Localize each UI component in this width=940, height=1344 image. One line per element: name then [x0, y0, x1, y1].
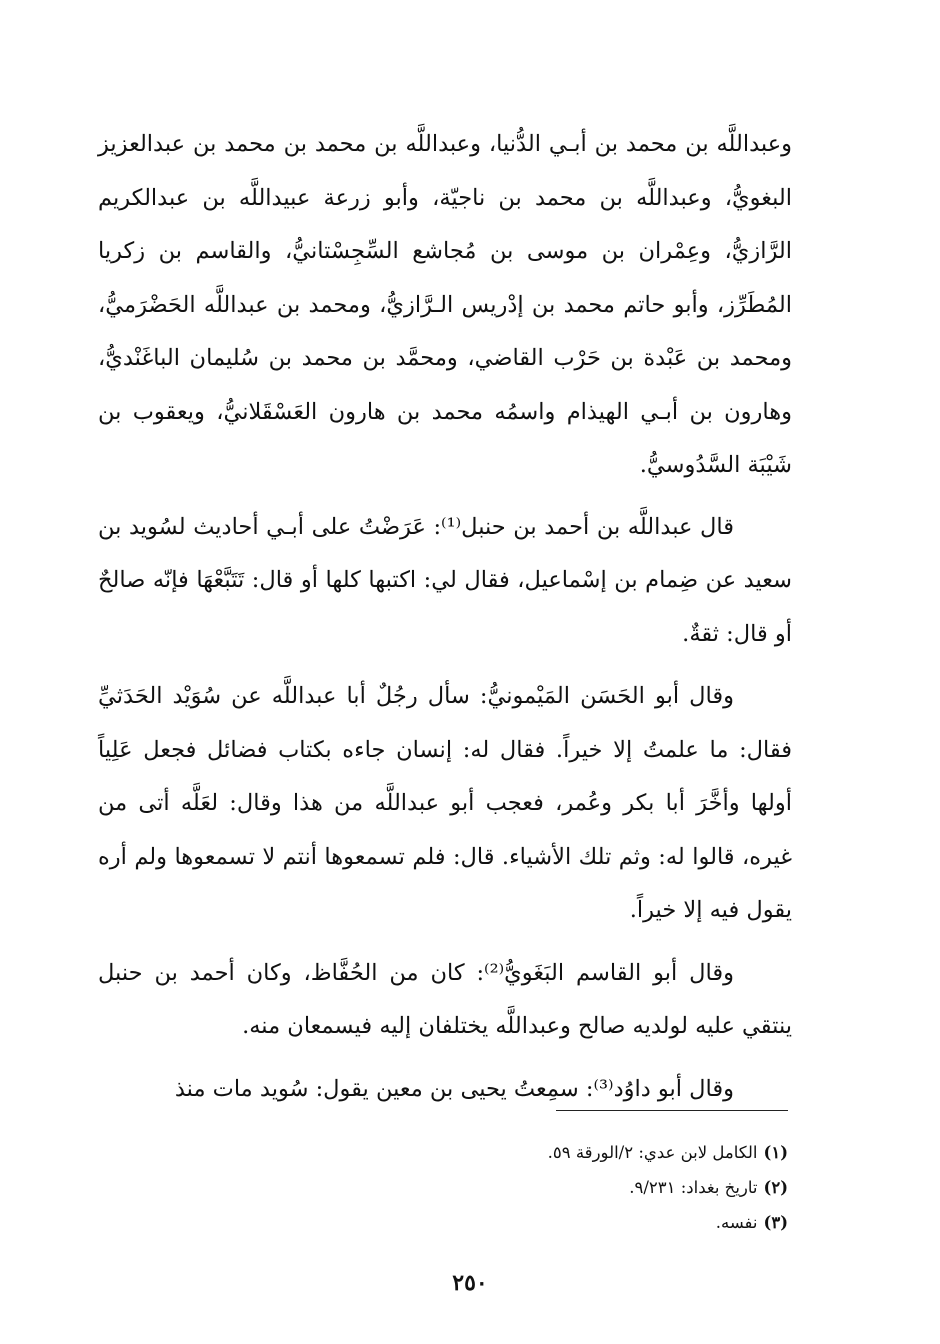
footnote-item	[368, 1170, 788, 1205]
footnote-text: الكامل لابن عدي: ٢/الورقة ٥٩.	[547, 1143, 758, 1162]
footnotes	[368, 1135, 788, 1240]
main-text	[98, 118, 792, 1125]
paragraph-narrators-list: وعبداللَّه بن محمد بن أبـي الدُّنيا، وعبداللَّه بن محمد بن محمد بن عبدالعزيز البغويُّ، وعبداللَّه بن محمد بن ناجيّة، وأبو زرعة عبيداللَّه بن عبدالكريم الرَّازيُّ، وعِمْران بن موسى بن مُجاشع السِّجِسْتانيُّ، والقاسم بن زكريا المُطَرِّز، وأبو حاتم محمد بن إدْريس الـرَّازيُّ، ومحمد بن عبداللَّه الحَضْرَميُّ، ومحمد بن عَبْدة بن حَرْب القاضي، ومحمَّد بن محمد بن سُليمان الباغَنْديُّ، وهارون بن أبـي الهيذام واسمُه محمد بن هارون العَسْقَلانيُّ، ويعقوب بن شَيْبَة السَّدُوسيُّ.	[98, 131, 792, 478]
footnote-item	[368, 1135, 788, 1170]
paragraph-maymuni: وقال أبو الحَسَن المَيْمونيُّ: سأل رجُلٌ أبا عبداللَّه عن سُوَيْد الحَدَثيِّ فقال: ما علمتُ إلا خيراً. فقال له: إنسان جاءه بكتاب فضائل فجعل عَلِياً أولها وأخَّرَ أبا بكر وعُمر، فعجب أبو عبداللَّه من هذا وقال: لعَلَّه أتى من غيره، قالوا له: وثم تلك الأشياء. قال: فلم تسمعوها أنتم لا تسمعوها ولم أره يقول فيه إلا خيراً.	[98, 683, 792, 923]
footnote-number: (١)	[763, 1143, 788, 1162]
footnote-number: (٢)	[763, 1178, 788, 1197]
footnote-text: تاريخ بغداد: ٩/٢٣١.	[629, 1178, 758, 1197]
page-number: ٢٥٠	[452, 1270, 488, 1296]
footnote-separator	[556, 1110, 788, 1111]
footnote-item	[368, 1205, 788, 1240]
paragraph-abdallah-ibn-ahmad: قال عبداللَّه بن أحمد بن حنبل⁽¹⁾: عَرَضْتُ على أبـي أحاديث لسُويد بن سعيد عن ضِمام بن إسْماعيل، فقال لي: اكتبها كلها أو قال: تَتَبَّعْهَا فإنّه صالحٌ أو قال: ثقةٌ.	[98, 513, 792, 647]
footnote-number: (٣)	[763, 1213, 788, 1232]
paragraph-baghawi: وقال أبو القاسم البَغَويُّ⁽²⁾: كان من الحُفَّاظ، وكان أحمد بن حنبل ينتقي عليه لولديه صالح وعبداللَّه يختلفان إليه فيسمعان منه.	[98, 959, 792, 1039]
paragraph-abu-dawud: وقال أبو داوُد⁽³⁾: سمِعتُ يحيى بن معين يقول: سُويد مات منذ	[174, 1075, 734, 1102]
footnote-text: نفسه.	[715, 1213, 758, 1232]
